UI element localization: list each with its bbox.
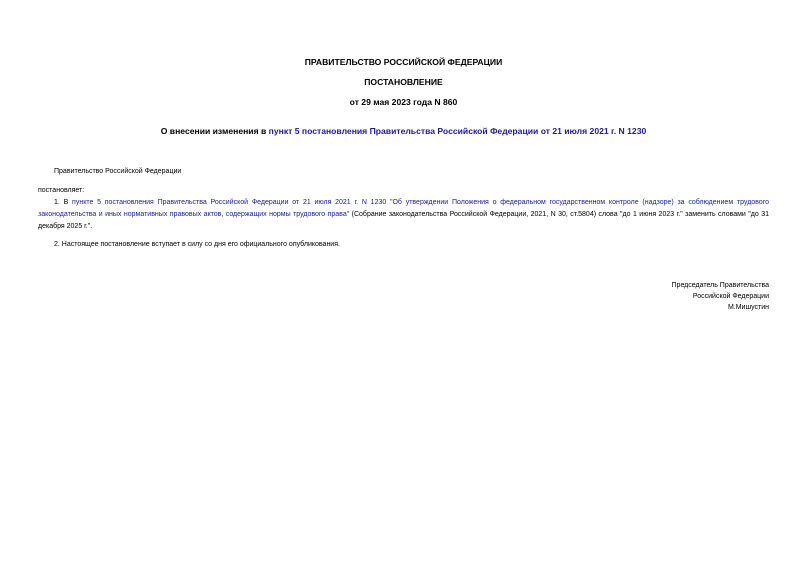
issuer-text: Правительство Российской Федерации	[54, 168, 182, 175]
resolves-text: постановляет:	[38, 187, 85, 194]
signature-block	[672, 280, 769, 313]
document-title	[0, 126, 807, 137]
signature-position: Председатель Правительства	[671, 282, 769, 289]
item-2-paragraph: 2. Настоящее постановление вступает в силу со дня его официального опубликования.	[54, 241, 340, 248]
document-type: ПОСТАНОВЛЕНИЕ	[364, 77, 443, 87]
government-header: ПРАВИТЕЛЬСТВО РОССИЙСКОЙ ФЕДЕРАЦИИ	[304, 57, 503, 67]
signature-name: М.Мишустин	[727, 304, 769, 311]
title-link[interactable]: пункт 5 постановления Правительства Российской Федерации от 21 июля 2021 г. N 1230	[268, 126, 647, 136]
title-prefix: О внесении изменения в	[160, 126, 269, 136]
item-1-paragraph	[38, 197, 769, 233]
item-1-link[interactable]: пункте 5 постановления Правительства Российской Федерации от 21 июля 2021 г. N 1230 "Об утверждении Положения о федеральном государственном контроле (надзоре) за соблюдением трудового законодательства и иных нормативных правовых актов, содержащих нормы трудового права"	[38, 199, 769, 218]
item-1-lead: 1. В	[54, 199, 73, 206]
item-1-rest: (Собрание законодательства Российской Федерации, 2021, N 30, ст.5804) слова "до 1 июня 2023 г." заменить словами "до 31 декабря 2025 г.".	[38, 211, 769, 230]
document-date-number: от 29 мая 2023 года N 860	[349, 97, 458, 107]
signature-country: Российской Федерации	[692, 293, 769, 300]
